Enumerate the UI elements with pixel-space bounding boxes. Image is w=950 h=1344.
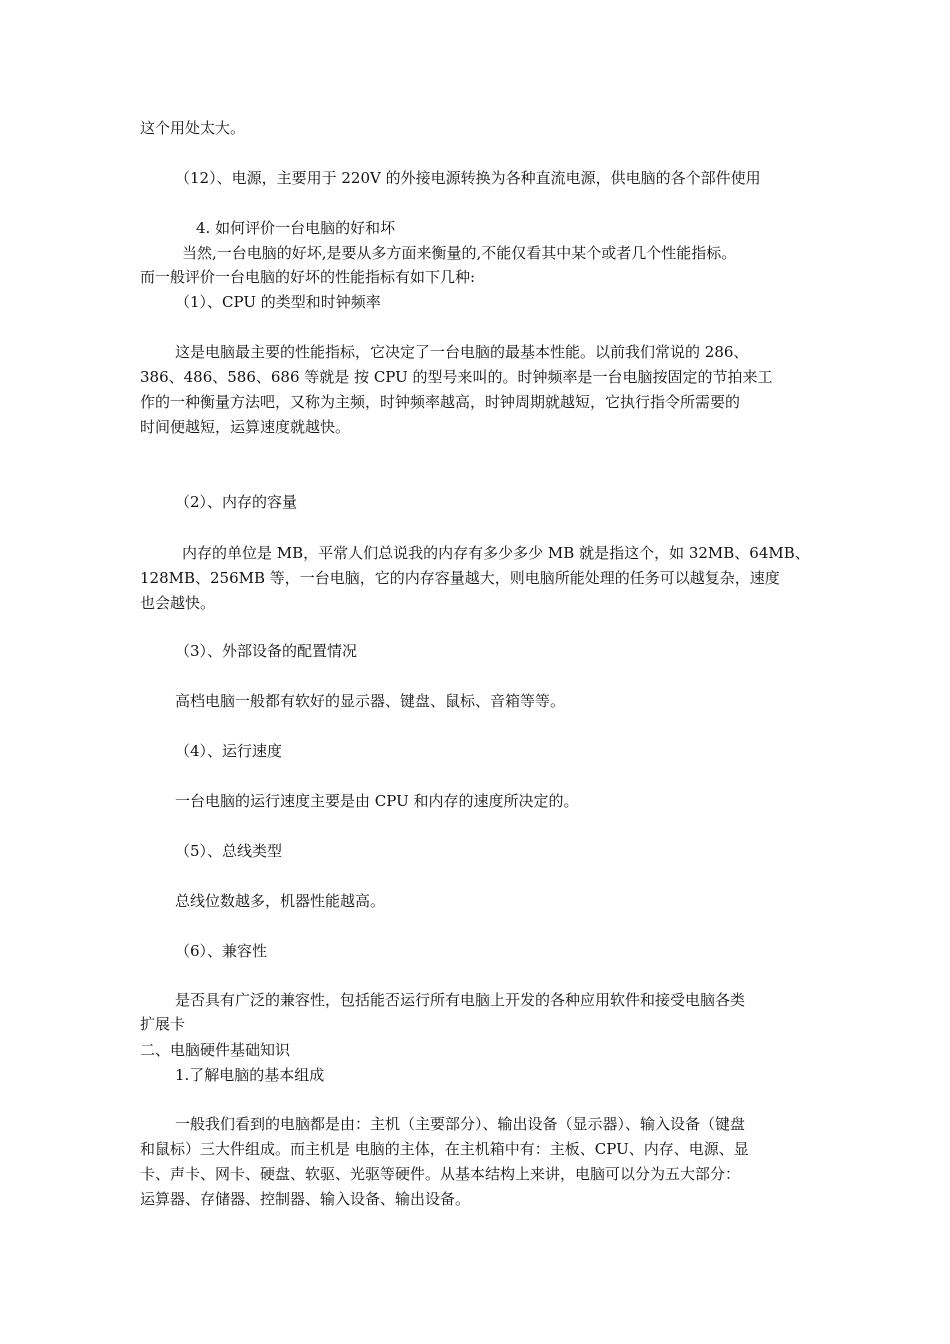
text-line: 作的一种衡量方法吧，又称为主频，时钟频率越高，时钟周期就越短，它执行指令所需要的 [140,393,741,411]
text-line: 这是电脑最主要的性能指标，它决定了一台电脑的最基本性能。以前我们常说的 286、 [175,343,749,361]
text-line: 运算器、存储器、控制器、输入设备、输出设备。 [140,1190,471,1208]
text-line: 内存的单位是 MB，平常人们总说我的内存有多少多少 MB 就是指这个，如 32MB、64MB、 [182,544,810,562]
text-line: 总线位数越多，机器性能越高。 [175,892,386,910]
item-heading: （3）、外部设备的配置情况 [175,642,358,660]
text-line: 也会越快。 [140,594,216,612]
section-heading: 1.了解电脑的基本组成 [175,1066,325,1084]
section-heading: 4. 如何评价一台电脑的好和坏 [196,219,396,237]
text-line: 和鼠标）三大件组成。而主机是 电脑的主体，在主机箱中有：主板、CPU、内存、电源、显 [140,1140,749,1158]
paragraph [140,1112,812,1212]
section-heading: 二、电脑硬件基础知识 [140,1041,291,1059]
text-line: 一台电脑的运行速度主要是由 CPU 和内存的速度所决定的。 [175,792,579,810]
paragraph [140,340,812,440]
text-line: 高档电脑一般都有软好的显示器、键盘、鼠标、音箱等等。 [175,692,566,710]
text-line: 386、486、586、686 等就是 按 CPU 的型号来叫的。时钟频率是一台电脑按固定的节拍来工 [140,368,773,386]
text-line: 一般我们看到的电脑都是由：主机（主要部分）、输出设备（显示器）、输入设备（键盘 [175,1115,746,1133]
text-line: 而一般评价一台电脑的好坏的性能指标有如下几种: [140,268,476,286]
item-heading: （4）、运行速度 [175,742,283,760]
paragraph [140,988,812,1035]
text-line: 128MB、256MB 等，一台电脑，它的内存容量越大，则电脑所能处理的任务可以越复杂，速度 [140,569,780,587]
paragraph [140,541,812,616]
text-line: 是否具有广泛的兼容性，包括能否运行所有电脑上开发的各种应用软件和接受电脑各类 [175,991,746,1009]
text-line: 这个用处太大。 [140,119,246,137]
text-line: 当然,一台电脑的好坏,是要从多方面来衡量的,不能仅看其中某个或者几个性能指标。 [182,244,737,262]
item-heading: （1）、CPU 的类型和时钟频率 [175,293,381,311]
item-heading: （5）、总线类型 [175,842,283,860]
text-line: 扩展卡 [140,1015,186,1033]
item-heading: （6）、兼容性 [175,942,268,960]
text-line: 时间便越短，运算速度就越快。 [140,418,351,436]
text-line: 卡、声卡、网卡、硬盘、软驱、光驱等硬件。从基本结构上来讲，电脑可以分为五大部分： [140,1165,741,1183]
text-line: （12）、电源，主要用于 220V 的外接电源转换为各种直流电源，供电脑的各个部件使用 [175,169,761,187]
item-heading: （2）、内存的容量 [175,493,298,511]
